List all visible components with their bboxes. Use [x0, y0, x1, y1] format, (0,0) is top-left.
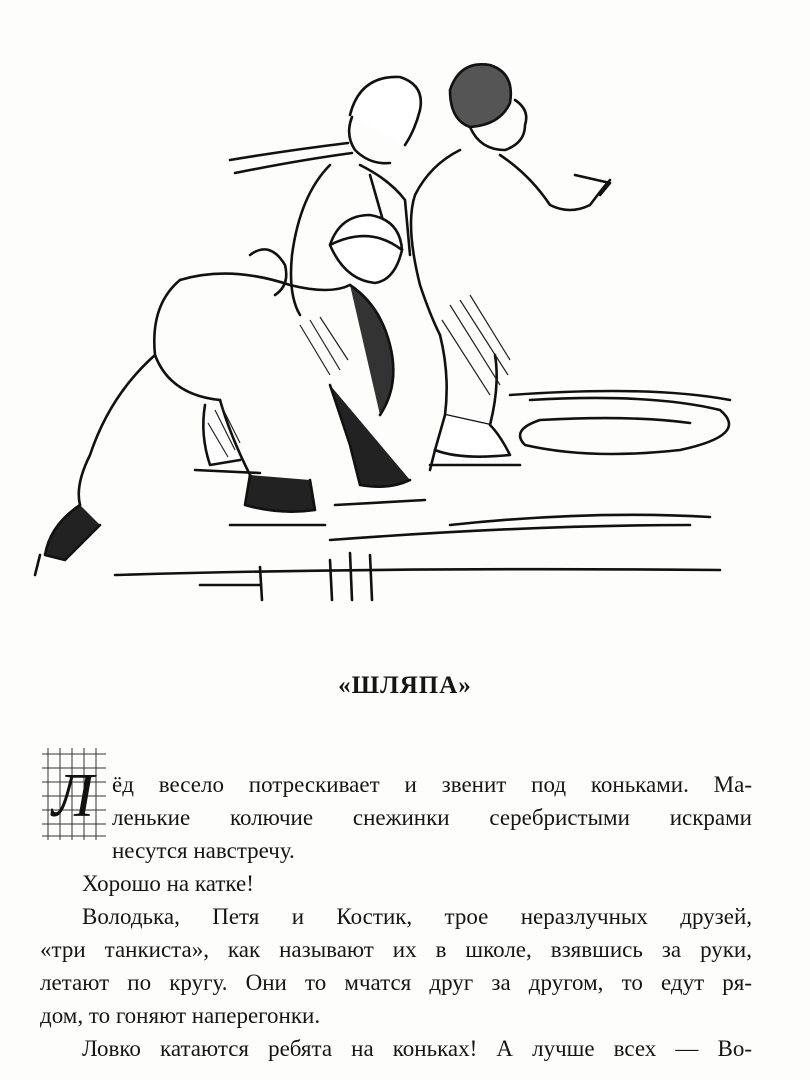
p1-line-2: ленькие колючие снежинки серебристыми искрами: [112, 805, 752, 830]
p3-line-2: «три танкиста», как называют их в школе, взявшись за руки,: [40, 937, 752, 962]
p1-line-3: несутся навстречу.: [112, 838, 295, 863]
p3-line-4: дом, то гоняют наперегонки.: [40, 1003, 321, 1028]
p3-line-1: Володька, Петя и Костик, трое неразлучных друзей,: [82, 904, 752, 929]
dropcap-grid-letter: [40, 744, 108, 844]
body-text: [40, 762, 752, 1065]
dropcap-letter: Л: [52, 762, 94, 830]
skaters-illustration: [30, 55, 750, 615]
p2: Хорошо на катке!: [82, 871, 254, 896]
p4-line-1: Ловко катаются ребята на коньках! А лучше всех — Во-: [82, 1036, 752, 1061]
p3-line-3: летают по кругу. Они то мчатся друг за другом, то едут ря-: [40, 970, 752, 995]
chapter-title: «ШЛЯПА»: [338, 672, 472, 699]
p1-line-1: ёд весело потрескивает и звенит под коньками. Ма-: [112, 772, 752, 797]
